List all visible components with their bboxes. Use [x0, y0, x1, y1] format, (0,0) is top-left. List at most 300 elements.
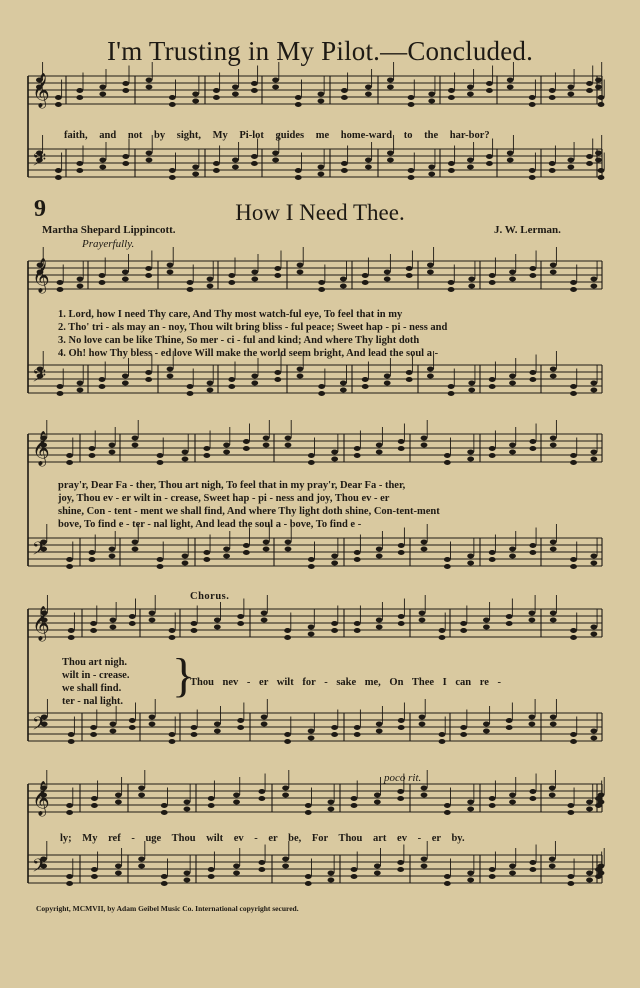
sys2-bass-note — [489, 557, 496, 562]
prev-bass-note — [598, 168, 605, 173]
sys2-bass-note — [489, 550, 496, 555]
sys1-bass-note — [122, 381, 129, 386]
prev-treble-note — [232, 92, 239, 97]
sys4-treble-note — [397, 789, 404, 794]
sys3-bass-note — [214, 722, 221, 727]
sys4-bass-note — [161, 881, 168, 886]
sys3-bass-note — [419, 715, 426, 720]
prev-treble-note — [122, 81, 129, 86]
sys2-bass-note — [243, 550, 250, 555]
sys1-treble-note — [384, 277, 391, 282]
sys1-bass-note — [468, 388, 475, 393]
prev-treble-note — [169, 102, 176, 107]
sys1-bass-note — [590, 388, 597, 393]
sys1-bass-note — [207, 381, 214, 386]
prev-treble-note — [387, 78, 394, 83]
sys3-treble-note — [110, 625, 117, 630]
sys2-treble-note — [550, 436, 557, 441]
sys2-bass-note — [376, 547, 383, 552]
sys1-bass-note — [448, 384, 455, 389]
hymn-title: How I Need Thee. — [235, 200, 405, 225]
sys1-bass-note — [550, 367, 557, 372]
sys2-bass-note — [331, 561, 338, 566]
sys3-treble-note — [483, 618, 490, 623]
sys3-treble-note — [570, 628, 577, 633]
sys3-bass-note — [550, 715, 557, 720]
prev-treble-note — [295, 102, 302, 107]
sys3-treble-note — [419, 618, 426, 623]
sys4-bass-note — [467, 878, 474, 883]
prev-bass-note — [567, 158, 574, 163]
sys1-treble-note — [274, 266, 281, 271]
sys1-bass-note — [122, 374, 129, 379]
sys3-bass-note — [261, 722, 268, 727]
hymn-number: 9 — [34, 196, 46, 222]
sys3-treble-note — [550, 611, 557, 616]
s3-chorus-lyric: Thou nev - er wilt for - sake me, On Thee I can re - — [190, 677, 502, 688]
sys4-bass-note — [258, 867, 265, 872]
sys1-bass-note — [570, 384, 577, 389]
prev-bass-note — [232, 158, 239, 163]
sys2-bass-note — [354, 557, 361, 562]
sys1-treble-note — [145, 273, 152, 278]
sys3-treble-note — [237, 614, 244, 619]
sys1-treble-note — [318, 287, 325, 292]
sys1-treble-note — [468, 277, 475, 282]
sys2-treble-note — [331, 450, 338, 455]
prev-treble-note — [595, 78, 602, 83]
sys1-treble-note — [207, 284, 214, 289]
sys3-bass-note — [570, 732, 577, 737]
prev-treble-note — [295, 95, 302, 100]
sys4-bass-note — [91, 874, 98, 879]
sys4-treble-note — [66, 810, 73, 815]
sys3-bass-note — [376, 722, 383, 727]
sys1-treble-note — [167, 263, 174, 268]
sys4-treble-note — [208, 796, 215, 801]
sys1-bass-note — [167, 374, 174, 379]
sys3-treble-note — [129, 614, 136, 619]
sys3-bass-note — [68, 732, 75, 737]
sys4-bass-note — [421, 864, 428, 869]
sys4-treble-note — [529, 789, 536, 794]
sys1-bass-note — [297, 367, 304, 372]
prev-bass-note — [213, 168, 220, 173]
sys1-bass-note — [406, 370, 413, 375]
sys4-bass-note — [586, 871, 593, 876]
sys4-treble-note — [467, 800, 474, 805]
sys3-treble-note — [570, 635, 577, 640]
sys4-treble-note — [421, 793, 428, 798]
sys2-treble-note — [223, 450, 230, 455]
sys3-treble-note — [214, 618, 221, 623]
prev-bass-note — [192, 165, 199, 170]
sys2-bass-note — [331, 554, 338, 559]
prev-treble-note — [428, 99, 435, 104]
sys1-treble-note — [427, 263, 434, 268]
sys1-treble-note — [427, 270, 434, 275]
sys2-bass-note — [590, 554, 597, 559]
sys3-bass-note — [376, 729, 383, 734]
prev-bass-note — [251, 154, 258, 159]
sys1-treble-note — [529, 273, 536, 278]
sys4-bass-note — [328, 871, 335, 876]
sys2-treble-note — [550, 443, 557, 448]
sys1-bass-note — [340, 388, 347, 393]
sys1-treble-note — [509, 277, 516, 282]
sys4-bass-note — [397, 867, 404, 872]
sys2-treble-note — [489, 446, 496, 451]
sys2-treble-note — [263, 436, 270, 441]
sys1-treble-note — [122, 277, 129, 282]
prev-treble-note — [146, 85, 153, 90]
copyright-footer: Copyright, MCMVII, by Adam Geibel Music Co. International copyright secured. — [36, 904, 299, 913]
sys1-bass-note — [57, 384, 64, 389]
sys1-bass-note — [340, 381, 347, 386]
sys1-treble-note — [590, 277, 597, 282]
sys3-bass-note — [590, 729, 597, 734]
sys4-bass-note — [115, 864, 122, 869]
sys3-bass-note — [214, 729, 221, 734]
prev-bass-note — [408, 168, 415, 173]
sys4-bass-note — [489, 874, 496, 879]
s4-lyric: ly; My ref - uge Thou wilt ev - er be, For Thou art ev - er by. — [60, 833, 465, 844]
prev-bass-note — [76, 161, 83, 166]
sys1-bass-note — [529, 370, 536, 375]
sys3-bass-note — [529, 722, 536, 727]
sys3-treble-note — [376, 618, 383, 623]
sys3-treble-note — [398, 614, 405, 619]
prev-bass-note — [529, 175, 536, 180]
sys2-treble-note — [66, 453, 73, 458]
prev-bass-note — [595, 158, 602, 163]
sys2-treble-note — [308, 453, 315, 458]
sys1-treble-note — [448, 280, 455, 285]
prev-bass-note — [529, 168, 536, 173]
sys1-treble-note — [251, 270, 258, 275]
sys2-bass-note — [66, 557, 73, 562]
sys3-bass-note — [68, 739, 75, 744]
sys2-bass-note — [132, 540, 139, 545]
sys3-treble-note — [149, 618, 156, 623]
prev-treble-note — [408, 95, 415, 100]
prev-treble-note — [529, 95, 536, 100]
sys2-treble-note — [376, 443, 383, 448]
prev-bass-note — [586, 154, 593, 159]
sys4-treble-note — [115, 800, 122, 805]
sys4-treble-note — [138, 786, 145, 791]
sys3-treble-note — [590, 632, 597, 637]
sys2-bass-clef: 𝄢 — [32, 539, 47, 564]
sys2-treble-note — [529, 439, 536, 444]
sys2-treble-note — [590, 450, 597, 455]
sys3-treble-note — [284, 628, 291, 633]
sys3-bass-note — [550, 722, 557, 727]
sys3-treble-note — [68, 628, 75, 633]
prev-bass-note — [341, 168, 348, 173]
sys3-treble-note — [308, 632, 315, 637]
sys1-bass-note — [77, 388, 84, 393]
sys3-bass-note — [308, 736, 315, 741]
verse-brace: } — [172, 649, 196, 702]
sys2-bass-note — [376, 554, 383, 559]
sys4-treble-note — [489, 796, 496, 801]
sys1-treble-note — [57, 280, 64, 285]
sys3-treble-note — [460, 628, 467, 633]
sys3-bass-note — [308, 729, 315, 734]
sys3-bass-note — [149, 715, 156, 720]
sys4-bass-clef: 𝄢 — [32, 856, 47, 881]
sys4-treble-note — [282, 786, 289, 791]
s2-verse-1: pray'r, Dear Fa - ther, Thou art nigh, To feel that in my pray'r, Dear Fa - ther, — [58, 480, 406, 491]
prev-bass-note — [341, 161, 348, 166]
sys3-treble-note — [529, 618, 536, 623]
sys1-bass-clef: 𝄢 — [32, 366, 47, 391]
sys3-bass-note — [590, 736, 597, 741]
sys1-bass-note — [251, 381, 258, 386]
sys4-treble-note — [328, 800, 335, 805]
sys4-bass-note — [397, 860, 404, 865]
sys2-treble-note — [570, 453, 577, 458]
sys2-bass-note — [308, 557, 315, 562]
prev-treble-note — [76, 95, 83, 100]
sys4-treble-note — [91, 796, 98, 801]
author-credit: Martha Shepard Lippincott. — [42, 224, 176, 236]
sys2-bass-note — [398, 550, 405, 555]
sys3-bass-note — [506, 718, 513, 723]
sys4-treble-note — [115, 793, 122, 798]
sys4-treble-note — [567, 810, 574, 815]
prev-bass-note — [55, 168, 62, 173]
sys1-bass-note — [509, 374, 516, 379]
sys4-bass-note — [351, 874, 358, 879]
sys4-treble-note — [529, 796, 536, 801]
sys2-treble-note — [376, 450, 383, 455]
sys2-treble-note — [157, 453, 164, 458]
sys2-bass-note — [182, 554, 189, 559]
sys2-treble-note — [132, 436, 139, 441]
prev-treble-note — [408, 102, 415, 107]
sys4-treble-note — [351, 796, 358, 801]
sys3-bass-note — [398, 725, 405, 730]
prev-bass-note — [549, 161, 556, 166]
sys1-treble-note — [228, 273, 235, 278]
sys1-treble-note — [489, 280, 496, 285]
sys1-treble-note — [570, 280, 577, 285]
sys1-bass-note — [145, 377, 152, 382]
prev-treble-note — [598, 95, 605, 100]
sys4-treble-note — [184, 800, 191, 805]
sys4-bass-note — [509, 871, 516, 876]
sys2-bass-note — [421, 540, 428, 545]
sys1-treble-note — [297, 270, 304, 275]
sys1-bass-note — [187, 384, 194, 389]
prev-treble-note — [486, 88, 493, 93]
prev-bass-note — [146, 151, 153, 156]
sys4-treble-note — [421, 786, 428, 791]
prev-treble-note — [428, 92, 435, 97]
sys2-bass-note — [223, 554, 230, 559]
sys4-bass-note — [208, 874, 215, 879]
sys2-treble-note — [354, 453, 361, 458]
sys1-treble-note — [340, 277, 347, 282]
prev-treble-note — [99, 85, 106, 90]
sys1-treble-note — [228, 280, 235, 285]
sys4-bass-note — [467, 871, 474, 876]
prev-treble-note — [251, 81, 258, 86]
sys1-bass-note — [77, 381, 84, 386]
sys1-treble-note — [362, 280, 369, 285]
sys2-treble-note — [66, 460, 73, 465]
sys4-bass-note — [549, 857, 556, 862]
sys1-treble-note — [145, 266, 152, 271]
prev-hymn-lyric: faith, and not by sight, My Pi-lot guides me home-ward to the har-bor? — [64, 130, 490, 141]
sys2-treble-note — [223, 443, 230, 448]
chorus-label: Chorus. — [190, 591, 230, 602]
sys4-bass-note — [233, 871, 240, 876]
prev-treble-note — [586, 81, 593, 86]
sys4-bass-note — [586, 878, 593, 883]
sys4-treble-note — [328, 807, 335, 812]
sys2-bass-note — [263, 547, 270, 552]
sys2-bass-note — [421, 547, 428, 552]
sys1-bass-note — [274, 370, 281, 375]
prev-treble-note — [213, 88, 220, 93]
prev-bass-note — [428, 172, 435, 177]
sys1-treble-note — [509, 270, 516, 275]
prev-bass-note — [272, 158, 279, 163]
prev-treble-note — [595, 85, 602, 90]
sys1-treble-note — [570, 287, 577, 292]
sys2-treble-note — [467, 450, 474, 455]
sys1-bass-note — [297, 374, 304, 379]
sys2-bass-note — [285, 547, 292, 552]
sys4-bass-note — [161, 874, 168, 879]
sys2-bass-note — [550, 547, 557, 552]
sys4-treble-note — [598, 793, 605, 798]
prev-bass-note — [55, 175, 62, 180]
page-title: I'm Trusting in My Pilot.—Concluded. — [106, 36, 534, 66]
sys3-treble-note — [284, 635, 291, 640]
sys1-bass-note — [318, 384, 325, 389]
prev-treble-note — [55, 95, 62, 100]
sys3-bass-note — [149, 722, 156, 727]
s3-verse-4: ter - nal light. — [62, 696, 124, 707]
prev-treble-note — [365, 92, 372, 97]
sys3-treble-note — [90, 621, 97, 626]
sys1-bass-note — [187, 391, 194, 396]
sys4-bass-note — [305, 874, 312, 879]
sys4-treble-note — [351, 803, 358, 808]
sys1-bass-note — [509, 381, 516, 386]
sys3-treble-note — [191, 621, 198, 626]
prev-treble-clef: 𝄞 — [32, 73, 50, 108]
sys4-bass-note — [91, 867, 98, 872]
sys3-bass-note — [398, 718, 405, 723]
s3-verse-1: Thou art nigh. — [62, 657, 128, 668]
prev-bass-note — [387, 151, 394, 156]
tempo-marking: Prayerfully. — [82, 238, 135, 250]
sys1-treble-note — [362, 273, 369, 278]
sys4-bass-note — [138, 864, 145, 869]
sys1-bass-note — [427, 374, 434, 379]
sys1-bass-note — [251, 374, 258, 379]
sys3-treble-note — [419, 611, 426, 616]
prev-treble-note — [341, 88, 348, 93]
sys4-bass-note — [351, 867, 358, 872]
sys1-bass-note — [384, 381, 391, 386]
sys3-bass-note — [191, 725, 198, 730]
sys4-bass-note — [549, 864, 556, 869]
sys2-treble-clef: 𝄞 — [32, 431, 50, 466]
prev-treble-note — [122, 88, 129, 93]
prev-treble-note — [549, 95, 556, 100]
sys3-bass-note — [354, 732, 361, 737]
prev-treble-note — [146, 78, 153, 83]
prev-treble-note — [507, 85, 514, 90]
sys4-treble-note — [282, 793, 289, 798]
prev-treble-note — [272, 78, 279, 83]
prev-treble-note — [567, 92, 574, 97]
prev-treble-note — [467, 92, 474, 97]
sys3-bass-note — [169, 739, 176, 744]
sys2-bass-note — [89, 557, 96, 562]
prev-bass-note — [169, 175, 176, 180]
sys4-bass-note — [115, 871, 122, 876]
sys1-bass-note — [550, 374, 557, 379]
sys3-bass-note — [261, 715, 268, 720]
prev-bass-note — [428, 165, 435, 170]
prev-bass-note — [507, 158, 514, 163]
sys2-treble-note — [398, 439, 405, 444]
prev-bass-note — [448, 168, 455, 173]
sys3-treble-note — [169, 635, 176, 640]
sys3-treble-note — [398, 621, 405, 626]
sys1-treble-note — [187, 280, 194, 285]
poco-rit-marking: poco rit. — [384, 772, 422, 784]
prev-bass-note — [549, 168, 556, 173]
sys4-bass-note — [184, 878, 191, 883]
sys4-bass-note — [567, 881, 574, 886]
sys2-bass-note — [157, 557, 164, 562]
prev-treble-note — [169, 95, 176, 100]
sys2-treble-note — [263, 443, 270, 448]
sys1-bass-note — [57, 391, 64, 396]
sys4-treble-note — [184, 807, 191, 812]
sys4-treble-note — [233, 800, 240, 805]
prev-bass-note — [318, 165, 325, 170]
prev-bass-note — [595, 151, 602, 156]
sys1-bass-note — [590, 381, 597, 386]
sys2-treble-note — [89, 453, 96, 458]
sys1-treble-note — [297, 263, 304, 268]
sys4-treble-note — [567, 803, 574, 808]
s3-verse-2: wilt in - crease. — [62, 670, 130, 681]
sys2-treble-note — [109, 450, 116, 455]
sys2-treble-note — [243, 446, 250, 451]
sys4-bass-note — [258, 860, 265, 865]
sys1-bass-note — [362, 384, 369, 389]
sys4-treble-clef: 𝄞 — [32, 781, 50, 816]
sys4-bass-note — [282, 864, 289, 869]
sys1-bass-note — [99, 377, 106, 382]
prev-treble-note — [192, 99, 199, 104]
sys1-treble-note — [122, 270, 129, 275]
sys3-treble-note — [237, 621, 244, 626]
sys3-bass-note — [529, 715, 536, 720]
prev-bass-note — [567, 165, 574, 170]
prev-treble-note — [192, 92, 199, 97]
